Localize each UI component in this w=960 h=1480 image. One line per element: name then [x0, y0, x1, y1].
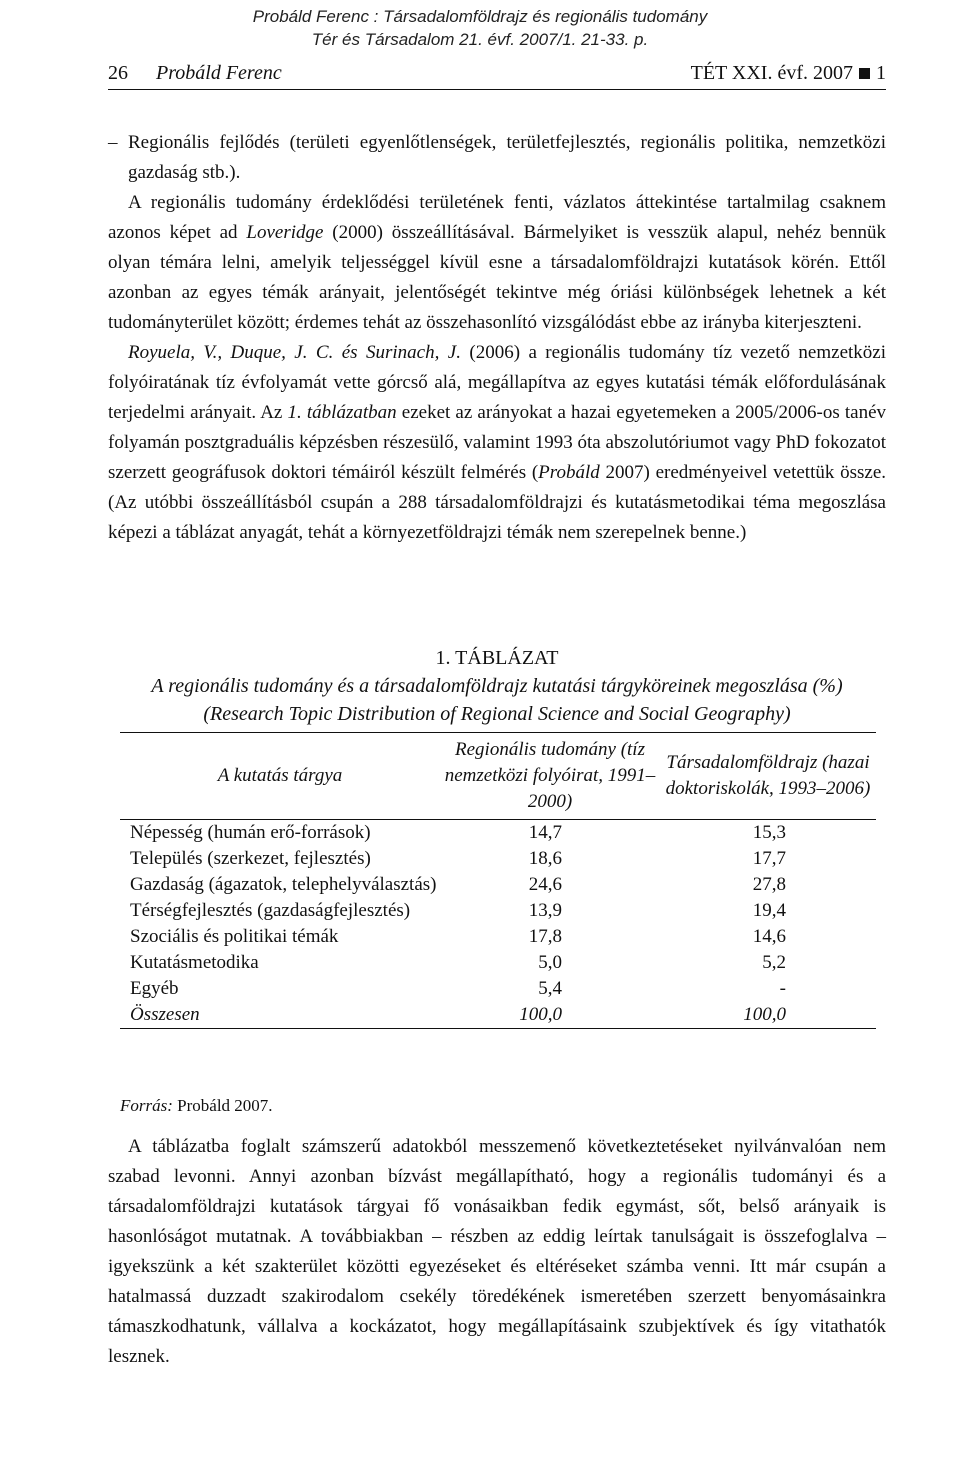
- row-label: Térségfejlesztés (gazdaságfejlesztés): [130, 900, 411, 921]
- cell-social-geography: 5,2: [762, 952, 786, 973]
- row-label: Egyéb: [130, 978, 179, 999]
- cell-regional-science: 17,8: [528, 926, 562, 947]
- row-label: Népesség (humán erő-források): [130, 822, 371, 843]
- page-number: 26: [108, 62, 128, 84]
- table-title-en: (Research Topic Distribution of Regional Science and Social Geography): [203, 703, 791, 725]
- cell-social-geography: 27,8: [752, 874, 786, 895]
- cell-regional-science: 14,7: [528, 822, 562, 843]
- cell-regional-science: 24,6: [528, 874, 562, 895]
- col-header-social-geography: Társadalomföldrajz (hazai doktoriskolák, 1993–2006): [665, 752, 871, 799]
- table-row: [120, 820, 876, 847]
- table-title-hu: A regionális tudomány és a társadalomföldrajz kutatási tárgyköreinek megoszlása (%): [151, 675, 843, 697]
- table-row: [120, 924, 876, 950]
- row-label: Gazdaság (ágazatok, telephelyválasztás): [130, 874, 437, 895]
- p2-table-ref: 1. táblázatban: [287, 402, 397, 423]
- total-regional-science: 100,0: [519, 1004, 562, 1025]
- table-row: [120, 846, 876, 872]
- table-row: [120, 872, 876, 898]
- cell-social-geography: 15,3: [752, 822, 786, 843]
- p2-citation: Probáld: [538, 462, 600, 483]
- cell-regional-science: 5,4: [538, 978, 562, 999]
- bullet-item: [108, 128, 886, 188]
- cell-regional-science: 5,0: [538, 952, 562, 973]
- p2-text-a: (2006) a regionális tudomány tíz vezető nemzetközi folyóiratának tíz évfolyamát vette górcső alá, megállapítva az egyes kutatási témák előfordulásának terjedelmi arányait. Az: [108, 342, 886, 423]
- running-issue: 1: [876, 62, 886, 84]
- table-header-row: [120, 733, 876, 820]
- paragraph-1: [108, 188, 886, 338]
- table-source: [120, 1096, 273, 1116]
- table-caption: [108, 644, 886, 728]
- running-author: Probáld Ferenc: [156, 62, 282, 84]
- col-header-regional-science: Regionális tudomány (tíz nemzetközi folyóirat, 1991–2000): [444, 739, 656, 812]
- closing-paragraph: A táblázatba foglalt számszerű adatokból messzemenő következtetéseket nyilvánvalóan nem szabad levonni. Annyi azonban bízvást megállapítható, hogy a regionális tudományi és a társadalomföldrajzi kutatások tárgyai fő vonásaikban fedik egymást, sőt, belső arányaik is hasonlóságot mutatnak. A továbbiakban – részben az eddig leírtak tanulságait is összefoglalva – igyekszünk a két szakterület közötti egyezéseket és eltéréseket számba venni. Itt már csupán a hatalmassá duzzadt szakirodalom csekély töredékének ismeretében szerzett benyomásainkra támaszkodhatunk, vállalva a kockázatot, hogy megállapításaink szubjektívek és így vitathatók lesznek.: [108, 1136, 886, 1367]
- row-label: Kutatásmetodika: [130, 952, 259, 973]
- cell-social-geography: 14,6: [752, 926, 786, 947]
- cell-social-geography: 19,4: [752, 900, 786, 921]
- cell-regional-science: 18,6: [528, 848, 562, 869]
- p1-author: Loveridge: [246, 222, 324, 243]
- source-label: Forrás:: [120, 1096, 173, 1115]
- table-row: [120, 898, 876, 924]
- row-label: Szociális és politikai témák: [130, 926, 339, 947]
- dash-icon: –: [108, 132, 118, 153]
- cell-social-geography: -: [779, 978, 786, 999]
- total-social-geography: 100,0: [743, 1004, 786, 1025]
- p2-authors: Royuela, V., Duque, J. C. és Surinach, J.: [128, 342, 461, 363]
- row-label: Település (szerkezet, fejlesztés): [130, 848, 371, 869]
- table-number: 1. TÁBLÁZAT: [435, 647, 559, 669]
- research-topic-table: [120, 732, 876, 1029]
- running-head: [108, 62, 886, 90]
- p2-text-c: 2007) eredményeivel vetettük össze. (Az utóbbi összeállításból csupán a 288 társadalomföldrajzi és kutatásmetodikai téma megoszlása képezi a táblázat anyagát, tehát a környezetföldrajzi témák nem szerepelnek benne.): [108, 462, 887, 543]
- p2-text-b: ezeket az arányokat a hazai egyetemeken a 2005/2006-os tanév folyamán posztgraduális képzésben részesülő, valamint 1993 óta abszolutóriumot vagy PhD fokozatot szerzett geográfusok doktori témáiról készült felmérés (: [108, 402, 886, 483]
- closing-text: [108, 1132, 886, 1372]
- running-journal: TÉT XXI. évf. 2007: [690, 62, 853, 84]
- intro-text: [108, 128, 886, 548]
- source-text: Probáld 2007.: [177, 1096, 273, 1115]
- table-total-row: [120, 1002, 876, 1029]
- table-row: [120, 950, 876, 976]
- source-header-line-1: Probáld Ferenc : Társadalomföldrajz és regionális tudomány: [252, 7, 708, 26]
- paragraph-2: [108, 338, 886, 548]
- total-label: Összesen: [130, 1004, 200, 1025]
- p1-text-a: A regionális tudomány érdeklődési területének fenti, vázlatos áttekintése tartalmilag csaknem azonos képet ad: [108, 192, 886, 243]
- bullet-text: Regionális fejlődés (területi egyenlőtlenségek, területfejlesztés, regionális politika, nemzetközi gazdaság stb.).: [128, 132, 886, 183]
- table-row: [120, 976, 876, 1002]
- col-header-topic: A kutatás tárgya: [217, 765, 343, 786]
- cell-regional-science: 13,9: [528, 900, 562, 921]
- cell-social-geography: 17,7: [752, 848, 786, 869]
- square-icon: [859, 68, 870, 79]
- source-header-line-2: Tér és Társadalom 21. évf. 2007/1. 21-33. p.: [311, 30, 649, 49]
- p1-text-b: (2000) összeállításával. Bármelyiket is vesszük alapul, nehéz bennük olyan témára lelni, amelyik teljességgel kívül esne a társadalomföldrajzi kutatások körén. Ettől azonban az egyes témák arányait, jelentőségét tekintve még óriási különbségek lehetnek a két tudományterület között; érdemes tehát az összehasonlító vizsgálódást ebbe az irányba kiterjeszteni.: [108, 222, 886, 333]
